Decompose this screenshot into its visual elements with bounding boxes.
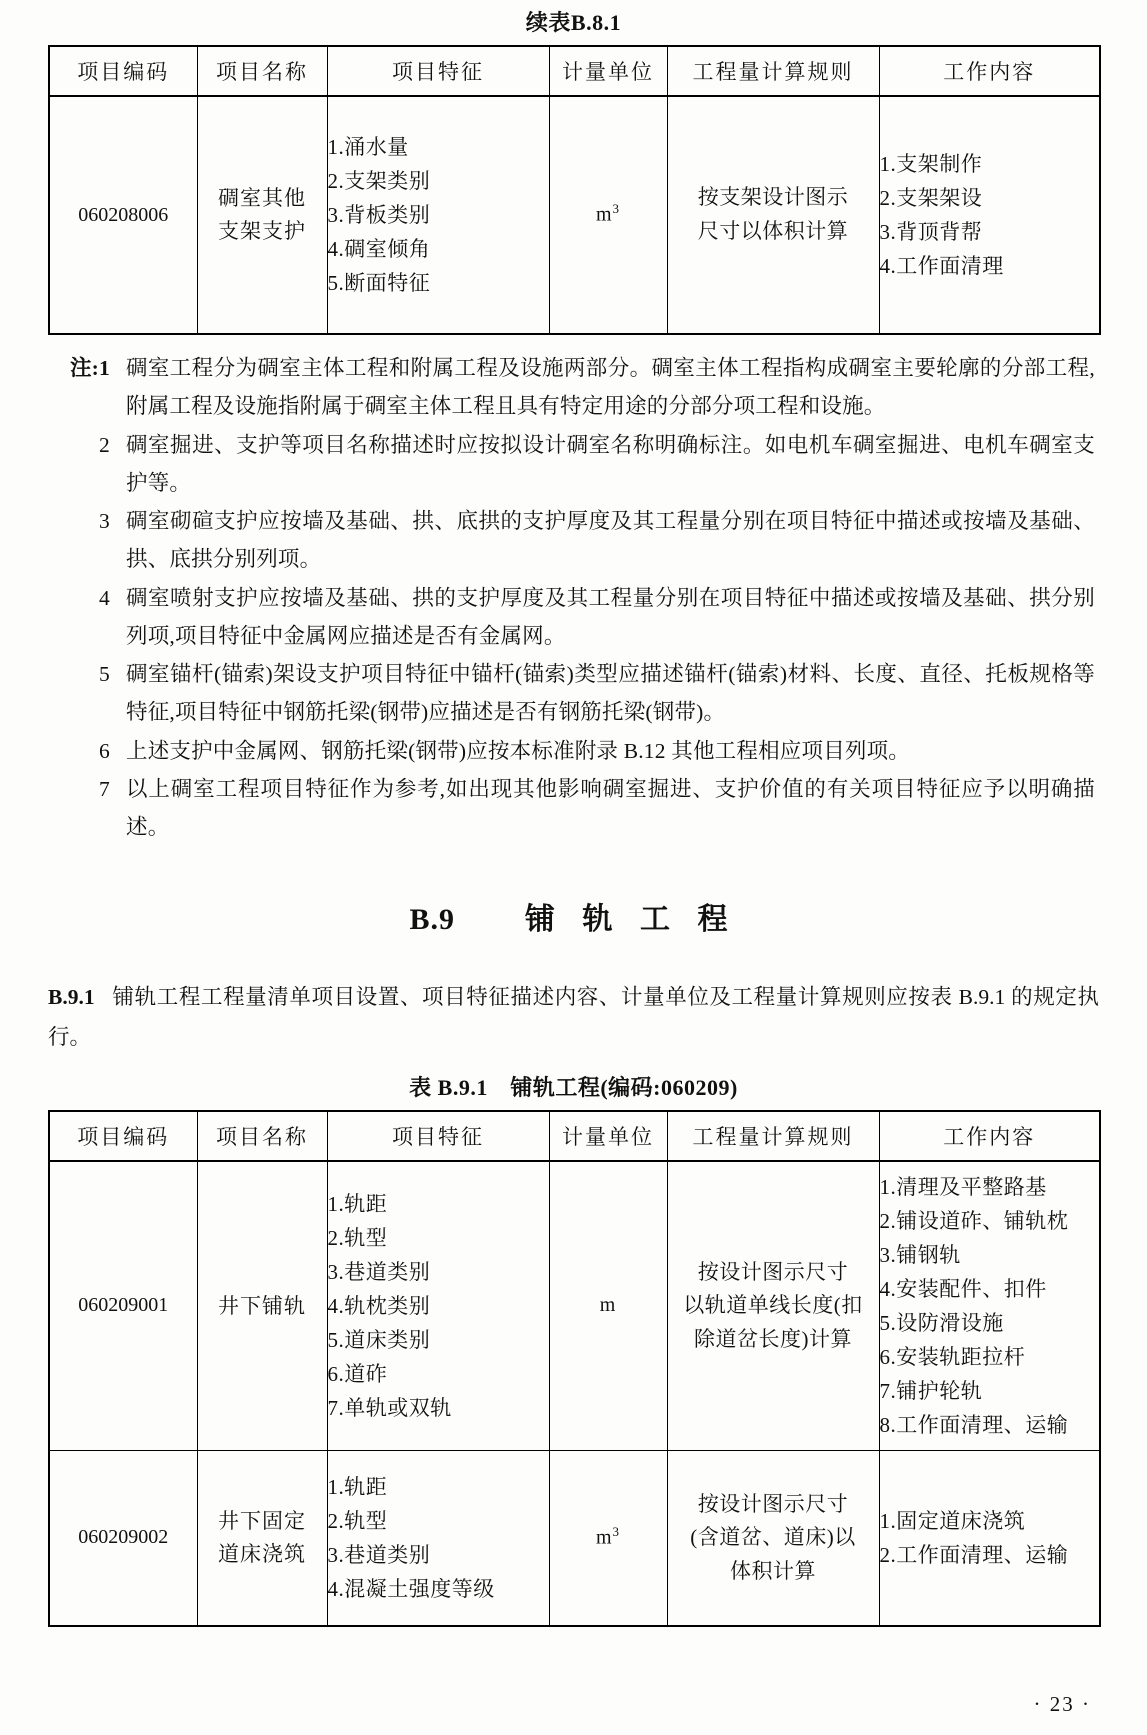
table1-header-cell-3: 计量单位 <box>549 46 667 96</box>
list-item: 7.单轨或双轨 <box>327 1395 452 1420</box>
page-number: · 23 · <box>1033 1692 1091 1716</box>
note-text: 碉室喷射支护应按墙及基础、拱的支护厚度及其工程量分别在项目特征中描述或按墙及基础、拱分别列项,项目特征中金属网应描述是否有金属网。 <box>126 585 1095 648</box>
table2-header-cell-2: 项目特征 <box>327 1111 549 1161</box>
note-text: 以上碉室工程项目特征作为参考,如出现其他影响碉室掘进、支护价值的有关项目特征应予以明确描述。 <box>126 776 1095 840</box>
section-title: 铺 轨 工 程 <box>525 903 738 937</box>
table1-cell-work <box>879 96 1100 334</box>
table1-header-cell-2: 项目特征 <box>327 46 549 96</box>
table2-header-cell-3: 计量单位 <box>549 1111 667 1161</box>
table2-cell-rule: 按设计图示尺寸 以轨道单线长度(扣 除道岔长度)计算 <box>667 1161 879 1451</box>
section-number: B.9 <box>409 903 455 937</box>
list-item: 1.支架制作 <box>879 151 983 176</box>
clause-text: 铺轨工程工程量清单项目设置、项目特征描述内容、计量单位及工程量计算规则应按表 B.9.1 的规定执行。 <box>48 985 1099 1049</box>
table1-header-cell-5: 工作内容 <box>879 46 1100 96</box>
list-item: 3.背顶背帮 <box>879 220 983 244</box>
list-item: 4.混凝土强度等级 <box>327 1576 495 1601</box>
list-item: 6.道砟 <box>327 1361 388 1386</box>
note-item <box>50 579 1095 656</box>
table2-cell-unit: $m^3$ <box>549 1451 667 1626</box>
table2-cell-rule: 按设计图示尺寸 (含道岔、道床)以 体积计算 <box>667 1451 879 1626</box>
list-item: 4.碉室倾角 <box>327 237 431 261</box>
list-item: 3.巷道类别 <box>327 1542 431 1567</box>
note-number: 3 <box>99 509 110 534</box>
list-item: 2.工作面清理、运输 <box>879 1542 1069 1567</box>
list-item: 7.铺护轮轨 <box>879 1378 983 1403</box>
list-item: 8.工作面清理、运输 <box>879 1413 1069 1437</box>
table-row <box>49 1161 1100 1451</box>
table2-header-cell-4: 工程量计算规则 <box>667 1111 879 1161</box>
note-item <box>50 655 1095 732</box>
note-item <box>50 502 1095 579</box>
table2-cell-name: 井下固定 道床浇筑 <box>197 1451 327 1626</box>
unit-exponent: 3 <box>612 201 621 217</box>
table2-header-row <box>49 1111 1100 1161</box>
note-text: 碉室砌碹支护应按墙及基础、拱、底拱的支护厚度及其工程量分别在项目特征中描述或按墙及基础、拱、底拱分别列项。 <box>126 509 1095 572</box>
note-number: 7 <box>99 776 110 801</box>
list-item: 5.道床类别 <box>327 1327 431 1352</box>
table2-header-cell-5: 工作内容 <box>879 1111 1100 1161</box>
table2-cell-code: 060209002 <box>49 1451 197 1626</box>
list-item: 2.支架架设 <box>879 185 983 210</box>
list-item: 5.断面特征 <box>327 271 431 296</box>
note-text: 上述支护中金属网、钢筋托梁(钢带)应按本标准附录 B.12 其他工程相应项目列项。 <box>126 738 910 763</box>
list-item: 2.轨型 <box>327 1508 388 1533</box>
table2-title: 表 B.9.1 铺轨工程(编码:060209) <box>409 1074 738 1100</box>
list-item: 2.支架类别 <box>327 168 431 193</box>
table1-header-cell-0: 项目编码 <box>49 46 197 96</box>
table1-title: 续表B.8.1 <box>525 10 622 35</box>
note-text: 碉室工程分为碉室主体工程和附属工程及设施两部分。碉室主体工程指构成碉室主要轮廓的分部工程,附属工程及设施指附属于碉室主体工程且具有特定用途的分部分项工程和设施。 <box>126 356 1095 419</box>
table2-cell-work <box>879 1161 1100 1451</box>
list-item: 1.涌水量 <box>327 134 409 159</box>
list-item: 6.安装轨距拉杆 <box>879 1344 1026 1369</box>
table-row <box>49 1451 1100 1626</box>
table2-header-cell-0: 项目编码 <box>49 1111 197 1161</box>
table1-notes <box>48 349 1099 846</box>
list-item: 1.固定道床浇筑 <box>879 1508 1026 1533</box>
clause-b91 <box>48 978 1099 1056</box>
list-item: 5.设防滑设施 <box>879 1310 1004 1335</box>
table2-cell-work <box>879 1451 1100 1626</box>
list-item: 3.铺钢轨 <box>879 1242 961 1267</box>
note-number: 4 <box>99 585 110 610</box>
table2-header-cell-1: 项目名称 <box>197 1111 327 1161</box>
note-item <box>50 732 1095 770</box>
list-item: 1.轨距 <box>327 1474 388 1499</box>
table1-cell-features <box>327 96 549 334</box>
list-item: 2.铺设道砟、铺轨枕 <box>879 1208 1069 1233</box>
table2-cell-unit: m <box>549 1161 667 1451</box>
list-item: 1.轨距 <box>327 1191 388 1216</box>
note-number: 2 <box>99 432 110 457</box>
note-text: 碉室锚杆(锚索)架设支护项目特征中锚杆(锚索)类型应描述锚杆(锚索)材料、长度、直径、托板规格等特征,项目特征中钢筋托梁(钢带)应描述是否有钢筋托梁(钢带)。 <box>126 662 1095 725</box>
table2-cell-name: 井下铺轨 <box>197 1161 327 1451</box>
unit-exponent: 3 <box>612 1524 621 1540</box>
table2-cell-features <box>327 1161 549 1451</box>
list-item: 1.清理及平整路基 <box>879 1174 1047 1199</box>
table1-header-cell-1: 项目名称 <box>197 46 327 96</box>
table1-cell-unit: $m^3$ <box>549 96 667 334</box>
list-item: 3.巷道类别 <box>327 1259 431 1284</box>
list-item: 2.轨型 <box>327 1225 388 1250</box>
list-item: 4.轨枕类别 <box>327 1293 431 1318</box>
note-item <box>50 426 1095 503</box>
clause-id: B.9.1 <box>48 985 95 1010</box>
note-number: 5 <box>99 662 110 687</box>
table2-cell-code: 060209001 <box>49 1161 197 1451</box>
table-row <box>49 96 1100 334</box>
table1-cell-rule: 按支架设计图示 尺寸以体积计算 <box>667 96 879 334</box>
list-item: 4.安装配件、扣件 <box>879 1276 1047 1301</box>
table-b91 <box>48 1110 1101 1627</box>
notes-label: 注:1 <box>69 356 110 380</box>
section-heading <box>48 894 1099 938</box>
table1-header-row <box>49 46 1100 96</box>
note-item <box>50 349 1095 426</box>
table1-header-cell-4: 工程量计算规则 <box>667 46 879 96</box>
table-b81-continued <box>48 45 1101 335</box>
table1-cell-code: 060208006 <box>49 96 197 334</box>
note-item <box>50 770 1095 847</box>
list-item: 3.背板类别 <box>327 202 431 227</box>
table2-cell-features <box>327 1451 549 1626</box>
note-text: 碉室掘进、支护等项目名称描述时应按拟设计碉室名称明确标注。如电机车碉室掘进、电机车碉室支护等。 <box>126 432 1095 495</box>
list-item: 4.工作面清理 <box>879 254 1004 279</box>
table1-cell-name: 碉室其他 支架支护 <box>197 96 327 334</box>
note-number: 6 <box>99 738 110 763</box>
